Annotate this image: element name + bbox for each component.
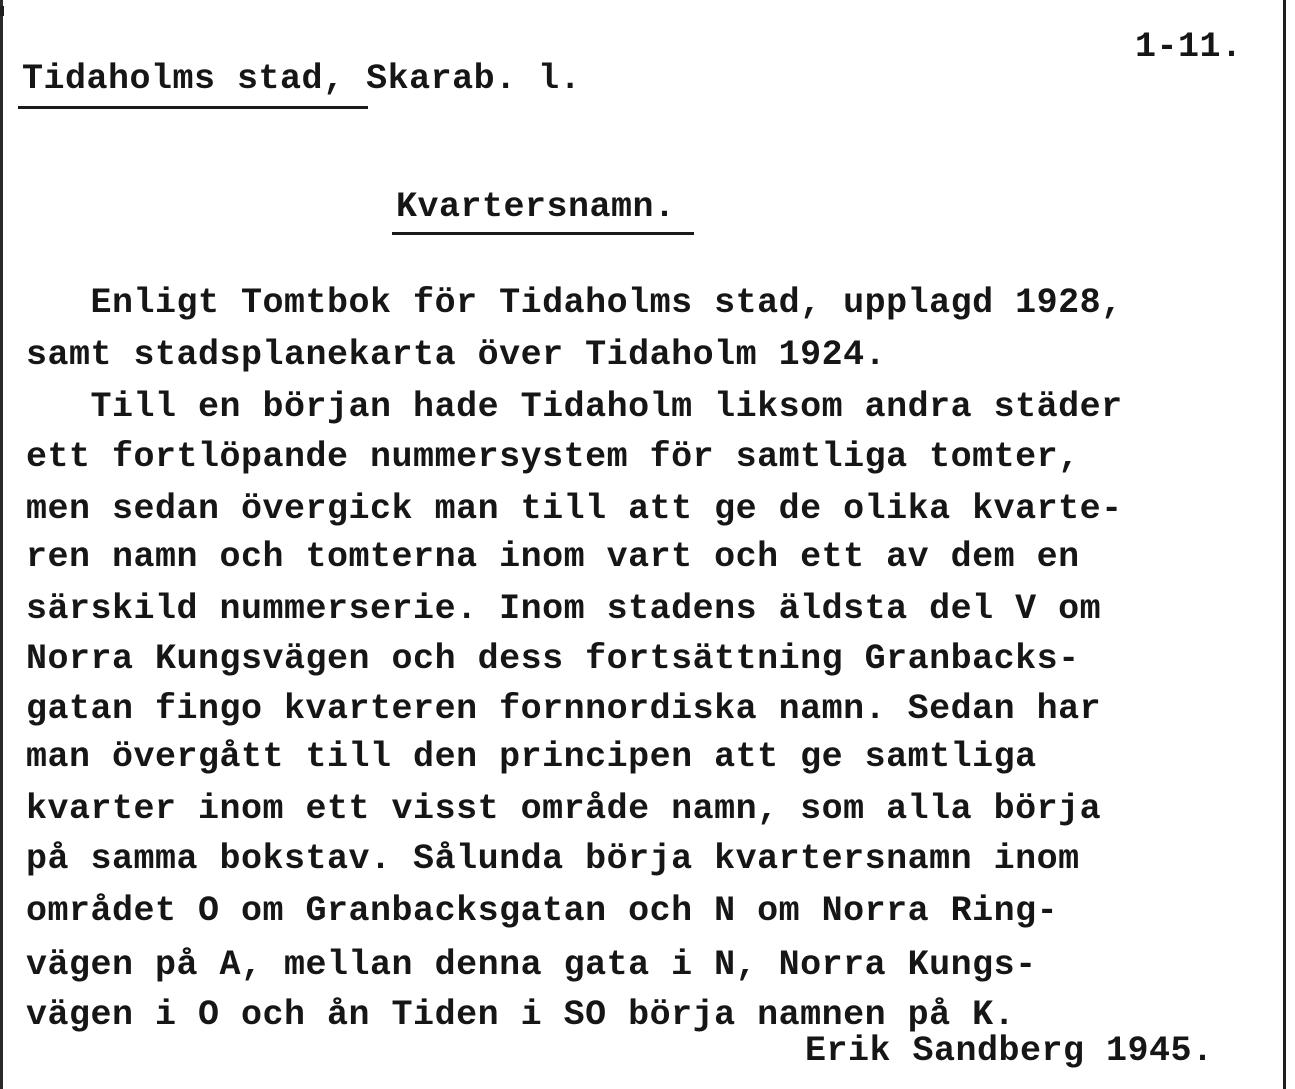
card-number: 1-11. — [1135, 27, 1243, 67]
body-line: särskild nummerserie. Inom stadens äldsta del V om — [26, 589, 1102, 629]
place-name: Tidaholms stad — [22, 59, 324, 99]
body-line: man övergått till den principen att ge samtliga — [26, 737, 1037, 777]
card-right-edge — [1283, 0, 1286, 1089]
card-header — [22, 59, 582, 99]
title-text: Kvartersnamn — [396, 187, 655, 227]
body-line: Norra Kungsvägen och dess fortsättning Granbacks- — [26, 639, 1080, 679]
body-line: ren namn och tomterna inom vart och ett av dem en — [26, 537, 1080, 577]
body-line: samt stadsplanekarta över Tidaholm 1924. — [26, 335, 887, 375]
body-line: men sedan övergick man till att ge de olika kvarte- — [26, 489, 1123, 529]
body-line: Enligt Tomtbok för Tidaholms stad, upplagd 1928, — [26, 283, 1123, 323]
body-line: vägen på A, mellan denna gata i N, Norra Kungs- — [26, 945, 1037, 985]
place-suffix: , Skarab. l. — [323, 59, 582, 99]
body-line: ett fortlöpande nummersystem för samtliga tomter, — [26, 437, 1080, 477]
signature: Erik Sandberg 1945. — [805, 1031, 1214, 1071]
card-left-edge — [0, 0, 3, 1089]
title-period: . — [654, 187, 676, 227]
body-line: på samma bokstav. Sålunda börja kvartersnamn inom — [26, 839, 1080, 879]
card-title — [396, 187, 676, 227]
body-line: vägen i O och ån Tiden i SO börja namnen på K. — [26, 995, 1016, 1035]
title-underline — [392, 232, 694, 235]
body-line: gatan fingo kvarteren fornnordiska namn. Sedan har — [26, 689, 1102, 729]
body-line: Till en början hade Tidaholm liksom andra städer — [26, 387, 1123, 427]
place-name-underline — [18, 106, 368, 109]
body-line: kvarter inom ett visst område namn, som alla börja — [26, 789, 1102, 829]
body-line: området O om Granbacksgatan och N om Norra Ring- — [26, 891, 1059, 931]
card-corner-mark — [0, 6, 4, 16]
